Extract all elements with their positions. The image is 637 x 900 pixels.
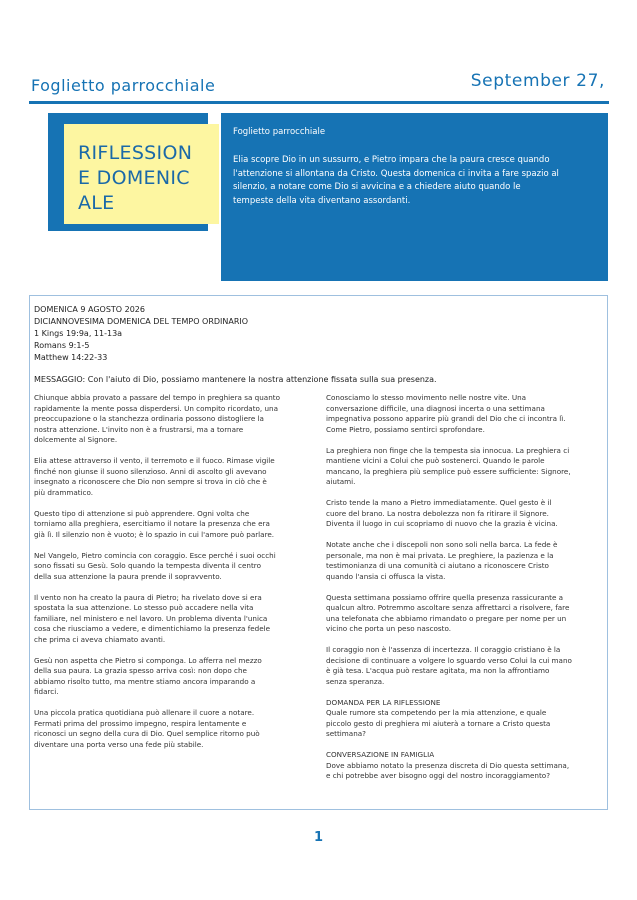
newsletter-title: Foglietto parrocchiale [31,76,216,95]
paragraph: Elia attese attraverso il vento, il terremoto e il fuoco. Rimase vigile finché non giunse il suono silenzioso. Anni di ascolto gli avevano insegnato a riconoscere che Dio non sempre si trova in ciò che è più drammatico. [34,456,275,497]
liturgy-info [34,304,594,364]
paragraph: Una piccola pratica quotidiana può allenare il cuore a notare. Fermati prima del prossimo impegno, respira lentamente e riconosci un segno della cura di Dio. Quel semplice ritorno può diventare una porta verso una fede più stabile. [34,708,260,749]
issue-date: September 27, [470,71,605,91]
paragraph: Cristo tende la mano a Pietro immediatamente. Quel gesto è il cuore del brano. La nostra debolezza non fa ritirare il Signore. Diventa il luogo in cui scopriamo di nuovo che la grazia è vicina. [326,498,558,528]
message-line: MESSAGGIO: Con l'aiuto di Dio, possiamo mantenere la nostra attenzione fissata sulla sua presenza. [34,375,437,384]
reading-first: 1 Kings 19:9a, 11-13a [34,329,123,338]
hero-kicker: Foglietto parrocchiale [233,127,326,137]
family-conversation: CONVERSAZIONE IN FAMIGLIA Dove abbiamo notato la presenza discreta di Dio questa settimana, e chi potrebbe aver bisogno oggi del nostro incoraggiamento? [326,750,570,780]
left-column [34,393,280,761]
paragraph: Nel Vangelo, Pietro comincia con coraggio. Esce perché i suoi occhi sono fissati su Gesù. Solo quando la tempesta diventa il centro della sua attenzione la paura prende il sopravvento. [34,550,276,581]
right-column [326,393,572,792]
hero-title-box [64,124,219,224]
paragraph: Chiunque abbia provato a passare del tempo in preghiera sa quanto rapidamente la mente possa disperdersi. Un compito ricordato, una preoccupazione o la stanchezza ordinaria possono distogliere la nostra attenzione. L'invito non è a frustrarsi, ma a tornare dolcemente al Signore. [34,393,280,444]
reading-gospel: Matthew 14:22-33 [34,353,108,362]
reading-second: Romans 9:1-5 [34,341,90,350]
hero-title: RIFLESSIONE DOMENICALE [78,142,193,214]
hero-lead-text: Elia scopre Dio in un sussurro, e Pietro impara che la paura cresce quando l'attenzione si allontana da Cristo. Questa domenica ci invita a fare spazio al silenzio, a notare come Dio si avvicina e a chiedere aiuto quando le tempeste della vita diventano assordanti. [233,155,559,206]
paragraph: Questo tipo di attenzione si può apprendere. Ogni volta che torniamo alla preghiera, esercitiamo il notare la presenza che era già lì. Il silenzio non è vuoto; è lo spazio in cui l'amore può parlare. [34,508,275,539]
header-divider [29,101,609,104]
paragraph: Questa settimana possiamo offrire quella presenza rassicurante a qualcun altro. Potremmo ascoltare senza affrettarci a risolvere, fare una telefonata che abbiamo rimandato o pregare per nome per un vicino che porta un peso nascosto. [326,592,570,633]
article-body [29,295,608,810]
liturgy-sunday: DICIANNOVESIMA DOMENICA DEL TEMPO ORDINARIO [34,317,249,326]
paragraph: Il coraggio non è l'assenza di incertezza. Il coraggio cristiano è la decisione di continuare a volgere lo sguardo verso Colui la cui mano è già tesa. L'acqua può restare agitata, ma non la affrontiamo senza speranza. [326,645,572,686]
page-number: 1 [313,830,324,845]
hero-intro-panel [221,113,608,281]
paragraph: Gesù non aspetta che Pietro si componga. Lo afferra nel mezzo della sua paura. La grazia spesso arriva così: non dopo che abbiamo risolto tutto, ma mentre stiamo ancora imparando a fidarci. [34,655,262,696]
paragraph: Notate anche che i discepoli non sono soli nella barca. La fede è personale, ma non è mai privata. Le preghiere, la pazienza e la testimonianza di una comunità ci aiutano a riconoscere Cristo quando l'ansia ci offusca la vista. [326,540,558,581]
paragraph: La preghiera non finge che la tempesta sia innocua. La preghiera ci mantiene vicini a Colui che può sostenerci. Quando le parole mancano, la preghiera più semplice può essere sufficiente: Signore, aiutami. [326,445,571,486]
paragraph: Conosciamo lo stesso movimento nelle nostre vite. Una conversazione difficile, una diagnosi incerta o una settimana impegnativa possono apparire più grandi del Dio che ci incontra lì. Come Pietro, possiamo sentirci sprofondare. [326,393,566,434]
liturgy-date: DOMENICA 9 AGOSTO 2026 [34,305,145,314]
reflection-question: DOMANDA PER LA RIFLESSIONE Quale rumore sta competendo per la mia attenzione, e quale piccolo gesto di preghiera mi aiuterà a tornare a Cristo questa settimana? [326,697,551,738]
paragraph: Il vento non ha creato la paura di Pietro; ha rivelato dove si era spostata la sua attenzione. Lo stesso può accadere nella vita familiare, nel ministero e nel lavoro. Un problema diventa l'unica cosa che riusciamo a vedere, e dimentichiamo la presenza fedele che prima ci aveva chiamato avanti. [34,592,271,644]
